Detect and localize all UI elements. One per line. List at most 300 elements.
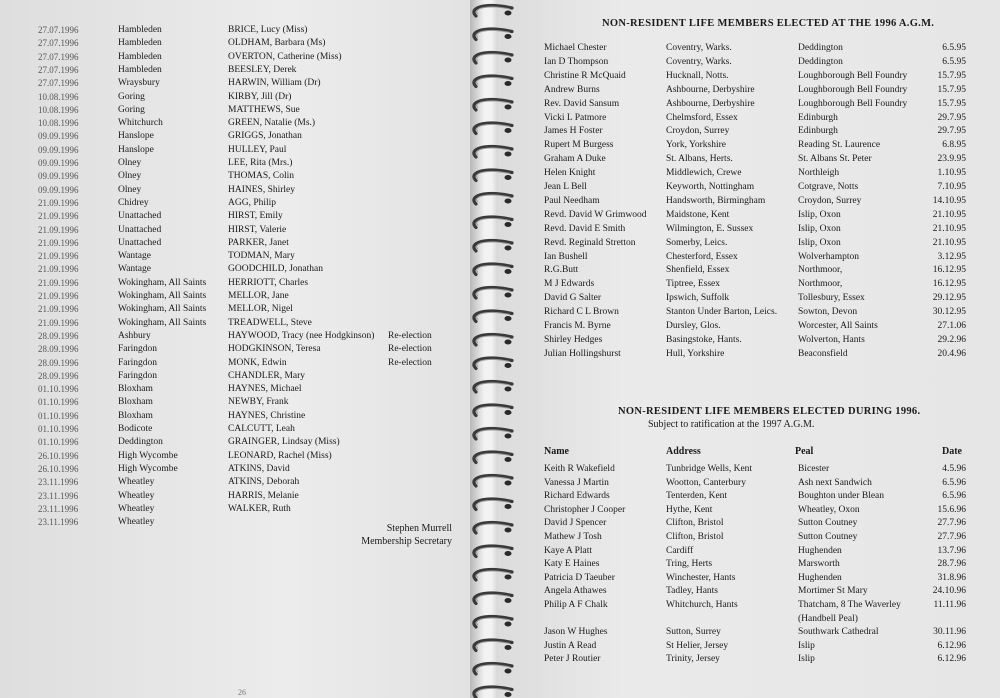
member-member-name: MELLOR, Nigel <box>228 304 293 315</box>
member-note: Re-election <box>388 357 432 368</box>
member-member-name: WALKER, Ruth <box>228 503 291 514</box>
spiral-binding-rings <box>462 0 522 698</box>
member-tower: Hambleden <box>118 25 162 35</box>
agm-member-name: Richard C L Brown <box>544 307 619 318</box>
member-note: Re-election <box>388 344 432 355</box>
agm-member-date: 30.12.95 <box>932 307 966 318</box>
punch-hole <box>505 481 512 486</box>
member-tower: Wheatley <box>118 517 155 528</box>
punch-hole <box>505 575 512 580</box>
member-date: 09.09.1996 <box>38 144 79 155</box>
new-member-date: 11.11.96 <box>933 600 966 610</box>
new-member-peal: Wheatley, Oxon <box>798 504 860 515</box>
member-tower: Faringdon <box>118 357 158 368</box>
member-tower: Goring <box>118 91 145 102</box>
new-member-name: Mathew J Tosh <box>544 532 602 542</box>
agm-member-date: 6.5.95 <box>942 43 966 53</box>
punch-hole <box>505 410 512 415</box>
new-member-peal: Bicester <box>798 464 830 474</box>
member-member-name: CALCUTT, Leah <box>228 424 295 434</box>
punch-hole <box>505 598 512 603</box>
member-tower: Hambleden <box>118 38 162 49</box>
agm-member-peal: Sowton, Devon <box>798 307 858 318</box>
member-date: 27.07.1996 <box>38 78 79 89</box>
member-tower: Hambleden <box>118 64 162 75</box>
new-member-peal: Hughenden <box>798 572 842 583</box>
member-member-name: HAYNES, Christine <box>228 410 306 421</box>
member-date: 21.09.1996 <box>38 291 79 301</box>
agm-member-peal: Islip, Oxon <box>798 209 841 220</box>
member-member-name: HAYWOOD, Tracy (nee Hodgkinson) <box>228 330 375 341</box>
agm-member-peal: Tollesbury, Essex <box>798 293 865 304</box>
member-member-name: OVERTON, Catherine (Miss) <box>228 51 342 62</box>
member-tower: Olney <box>118 171 142 182</box>
agm-member-peal: St. Albans St. Peter <box>798 154 872 165</box>
agm-member-date: 3.12.95 <box>937 251 966 262</box>
section2-title: NON-RESIDENT LIFE MEMBERS ELECTED DURING 1996. <box>618 406 921 417</box>
agm-member-peal: Loughborough Bell Foundry <box>798 98 908 109</box>
new-member-date: 31.8.96 <box>937 572 966 583</box>
new-member-address: Tring, Herts <box>666 559 713 570</box>
agm-member-date: 29.7.95 <box>937 126 966 137</box>
new-member-name: Philip A F Chalk <box>544 600 608 610</box>
agm-member-address: Basingstoke, Hants. <box>666 334 742 345</box>
agm-member-peal: Beaconsfield <box>798 348 848 359</box>
member-member-name: GRIGGS, Jonathan <box>228 131 302 142</box>
member-tower: Bloxham <box>118 384 153 395</box>
member-tower: Ashbury <box>118 330 151 341</box>
new-member-address: Wootton, Canterbury <box>666 477 746 488</box>
member-tower: Faringdon <box>118 370 158 381</box>
new-member-address: Clifton, Bristol <box>666 518 724 529</box>
punch-hole <box>505 81 512 86</box>
punch-hole <box>505 363 512 368</box>
new-member-date: 28.7.96 <box>937 559 966 570</box>
member-tower: Hanslope <box>118 131 154 142</box>
member-member-name: HIRST, Emily <box>228 211 283 222</box>
agm-member-peal: Deddington <box>798 43 843 53</box>
new-member-date: 24.10.96 <box>932 586 966 597</box>
member-date: 21.09.1996 <box>38 211 79 222</box>
member-date: 23.11.1996 <box>38 503 79 514</box>
new-member-address: Clifton, Bristol <box>666 532 724 542</box>
agm-member-peal: Deddington <box>798 56 843 67</box>
member-member-name: TODMAN, Mary <box>228 251 295 262</box>
agm-member-date: 29.12.95 <box>932 293 966 304</box>
new-member-address: Hythe, Kent <box>666 504 713 515</box>
punch-hole <box>505 340 512 345</box>
new-member-name: Jason W Hughes <box>544 627 608 638</box>
agm-member-address: Wilmington, E. Sussex <box>666 223 754 234</box>
member-date: 21.09.1996 <box>38 277 79 288</box>
punch-hole <box>505 128 512 133</box>
member-member-name: THOMAS, Colin <box>228 171 294 182</box>
new-member-date: 6.12.96 <box>937 640 966 651</box>
member-date: 09.09.1996 <box>38 171 79 182</box>
punch-hole <box>505 692 512 697</box>
new-member-name: Richard Edwards <box>544 491 610 502</box>
right-page <box>498 0 1000 698</box>
member-tower: Unattached <box>118 237 162 248</box>
new-member-date: 13.7.96 <box>937 545 966 556</box>
member-date: 23.11.1996 <box>38 517 79 528</box>
member-tower: Deddington <box>118 437 163 448</box>
agm-member-date: 15.7.95 <box>937 84 966 95</box>
agm-member-name: Rupert M Burgess <box>544 140 614 151</box>
punch-hole <box>505 11 512 16</box>
member-tower: Hambleden <box>118 51 162 62</box>
punch-hole <box>505 551 512 556</box>
agm-member-address: Keyworth, Nottingham <box>666 182 755 192</box>
member-member-name: GOODCHILD, Jonathan <box>228 264 323 275</box>
agm-member-date: 21.10.95 <box>932 223 966 234</box>
agm-member-name: Vicki L Patmore <box>544 112 607 123</box>
member-date: 01.10.1996 <box>38 397 79 408</box>
member-member-name: PARKER, Janet <box>228 237 289 248</box>
punch-hole <box>505 504 512 509</box>
section2-subtitle: Subject to ratification at the 1997 A.G.M. <box>648 419 815 430</box>
agm-member-name: Shirley Hedges <box>544 334 603 345</box>
member-member-name: ATKINS, David <box>228 463 290 474</box>
new-member-date: 27.7.96 <box>937 518 966 529</box>
section1-title: NON-RESIDENT LIFE MEMBERS ELECTED AT THE 1996 A.G.M. <box>602 18 935 29</box>
member-date: 01.10.1996 <box>38 437 79 448</box>
agm-member-date: 21.10.95 <box>932 237 966 248</box>
left-page <box>0 0 478 698</box>
member-date: 28.09.1996 <box>38 330 79 341</box>
member-member-name: MELLOR, Jane <box>228 291 289 301</box>
agm-member-peal: Northmoor, <box>798 265 843 276</box>
member-tower: Wraysbury <box>118 78 160 89</box>
agm-member-name: Andrew Burns <box>544 84 600 95</box>
header-peal: Peal <box>795 446 814 457</box>
member-date: 26.10.1996 <box>38 450 79 461</box>
agm-member-name: Helen Knight <box>544 168 596 179</box>
member-member-name: BEESLEY, Derek <box>228 64 297 75</box>
member-date: 23.11.1996 <box>38 477 79 488</box>
agm-member-address: Handsworth, Birmingham <box>666 195 766 206</box>
agm-member-date: 29.7.95 <box>937 112 966 123</box>
member-date: 10.08.1996 <box>38 104 79 115</box>
new-member-peal: Hughenden <box>798 545 842 556</box>
agm-member-date: 16.12.95 <box>932 265 966 276</box>
new-member-peal: Boughton under Blean <box>798 491 885 502</box>
agm-member-address: Chelmsford, Essex <box>666 112 738 123</box>
punch-hole <box>505 246 512 251</box>
new-member-address: Tadley, Hants <box>666 586 719 597</box>
agm-member-name: Michael Chester <box>544 43 607 53</box>
member-tower: Goring <box>118 104 145 115</box>
agm-member-peal: Cotgrave, Notts <box>798 182 859 192</box>
agm-member-peal: Islip, Oxon <box>798 237 841 248</box>
member-member-name: MATTHEWS, Sue <box>228 104 300 115</box>
agm-member-address: Tiptree, Essex <box>666 279 721 290</box>
new-member-date: 15.6.96 <box>937 504 966 515</box>
agm-member-name: Graham A Duke <box>544 154 606 165</box>
member-date: 28.09.1996 <box>38 370 79 381</box>
new-member-date: 6.5.96 <box>942 477 966 488</box>
agm-member-address: Shenfield, Essex <box>666 265 730 276</box>
agm-member-name: R.G.Butt <box>544 265 579 276</box>
header-name: Name <box>544 446 569 457</box>
agm-member-name: Paul Needham <box>544 195 600 206</box>
agm-member-address: Maidstone, Kent <box>666 209 730 220</box>
member-member-name: HERRIOTT, Charles <box>228 277 309 288</box>
member-tower: Wheatley <box>118 503 155 514</box>
agm-member-peal: Loughborough Bell Foundry <box>798 70 908 81</box>
member-tower: High Wycombe <box>118 463 178 474</box>
member-date: 01.10.1996 <box>38 384 79 395</box>
new-member-name: Keith R Wakefield <box>544 464 615 474</box>
agm-member-address: Stanton Under Barton, Leics. <box>666 307 778 318</box>
member-member-name: GREEN, Natalie (Ms.) <box>228 118 316 129</box>
agm-member-address: Coventry, Warks. <box>666 56 732 67</box>
new-member-name: Vanessa J Martin <box>544 477 609 488</box>
member-date: 01.10.1996 <box>38 424 79 434</box>
punch-hole <box>505 269 512 274</box>
punch-hole <box>505 528 512 533</box>
new-member-peal: Islip <box>798 654 815 665</box>
new-member-name: Patricia D Taeuber <box>544 572 615 583</box>
new-member-date: 6.5.96 <box>942 491 966 502</box>
member-member-name: HARWIN, William (Dr) <box>228 78 321 89</box>
member-member-name: HIRST, Valerie <box>228 224 287 235</box>
agm-member-address: Chesterford, Essex <box>666 251 738 262</box>
agm-member-date: 6.5.95 <box>942 56 966 67</box>
new-member-address: Whitchurch, Hants <box>666 600 738 610</box>
member-date: 21.09.1996 <box>38 197 79 208</box>
punch-hole <box>505 105 512 110</box>
agm-member-date: 15.7.95 <box>937 70 966 81</box>
agm-member-name: Ian D Thompson <box>544 56 609 67</box>
signature-role: Membership Secretary <box>361 536 452 547</box>
member-date: 01.10.1996 <box>38 410 79 421</box>
new-member-date: 6.12.96 <box>937 654 966 665</box>
agm-member-name: Revd. David W Grimwood <box>544 209 647 220</box>
agm-member-date: 6.8.95 <box>942 140 966 151</box>
member-date: 27.07.1996 <box>38 64 79 75</box>
new-member-name: Katy E Haines <box>544 559 600 570</box>
member-date: 09.09.1996 <box>38 131 79 142</box>
member-date: 27.07.1996 <box>38 38 79 49</box>
member-tower: Bloxham <box>118 410 153 421</box>
member-tower: Hanslope <box>118 144 154 155</box>
punch-hole <box>505 34 512 39</box>
new-member-peal: (Handbell Peal) <box>798 613 858 624</box>
agm-member-name: Ian Bushell <box>544 251 588 262</box>
agm-member-name: Revd. David E Smith <box>544 223 626 234</box>
member-tower: Unattached <box>118 211 162 222</box>
new-member-name: Justin A Read <box>544 640 597 651</box>
new-member-peal: Islip <box>798 640 815 651</box>
agm-member-peal: Croydon, Surrey <box>798 195 862 206</box>
agm-member-peal: Wolverton, Hants <box>798 334 865 345</box>
agm-member-name: M J Edwards <box>544 279 595 290</box>
punch-hole <box>505 457 512 462</box>
agm-member-name: Rev. David Sansum <box>544 98 620 109</box>
agm-member-peal: Edinburgh <box>798 126 838 137</box>
member-tower: Wokingham, All Saints <box>118 317 207 328</box>
member-date: 10.08.1996 <box>38 91 79 102</box>
new-member-address: Tunbridge Wells, Kent <box>666 464 753 474</box>
new-member-name: David J Spencer <box>544 518 607 529</box>
member-date: 28.09.1996 <box>38 357 79 368</box>
member-tower: Faringdon <box>118 344 158 355</box>
member-member-name: HODGKINSON, Teresa <box>228 344 321 355</box>
member-date: 21.09.1996 <box>38 317 79 328</box>
agm-member-address: Coventry, Warks. <box>666 43 732 53</box>
member-tower: Bloxham <box>118 397 153 408</box>
member-tower: Olney <box>118 184 142 195</box>
agm-member-address: Somerby, Leics. <box>666 237 728 248</box>
member-member-name: AGG, Philip <box>228 197 277 208</box>
agm-member-date: 16.12.95 <box>932 279 966 290</box>
member-date: 21.09.1996 <box>38 304 79 315</box>
agm-member-peal: Edinburgh <box>798 112 838 123</box>
member-member-name: HAINES, Shirley <box>228 184 296 195</box>
member-date: 21.09.1996 <box>38 224 79 235</box>
page-number: 26 <box>238 688 246 697</box>
new-member-name: Christopher J Cooper <box>544 504 626 515</box>
agm-member-name: James H Foster <box>544 126 603 137</box>
member-member-name: BRICE, Lucy (Miss) <box>228 25 308 35</box>
member-tower: Wokingham, All Saints <box>118 277 207 288</box>
agm-member-date: 14.10.95 <box>932 195 966 206</box>
agm-member-peal: Reading St. Laurence <box>798 140 881 151</box>
member-date: 28.09.1996 <box>38 344 79 355</box>
member-tower: Wokingham, All Saints <box>118 291 207 301</box>
member-tower: Wheatley <box>118 477 155 488</box>
punch-hole <box>505 645 512 650</box>
member-date: 26.10.1996 <box>38 463 79 474</box>
new-member-peal: Sutton Coutney <box>798 532 858 542</box>
punch-hole <box>505 58 512 63</box>
punch-hole <box>505 316 512 321</box>
new-member-name: Peter J Routier <box>544 654 601 665</box>
punch-hole <box>505 222 512 227</box>
new-member-address: Trinity, Jersey <box>666 654 720 665</box>
member-date: 21.09.1996 <box>38 237 79 248</box>
member-member-name: ATKINS, Deborah <box>228 477 300 488</box>
agm-member-date: 1.10.95 <box>937 168 966 179</box>
agm-member-peal: Northmoor, <box>798 279 843 290</box>
agm-member-name: Jean L Bell <box>544 182 587 192</box>
member-date: 09.09.1996 <box>38 158 79 168</box>
member-tower: Bodicote <box>118 424 153 434</box>
agm-member-address: Ashbourne, Derbyshire <box>666 98 755 109</box>
agm-member-date: 27.1.06 <box>937 321 966 331</box>
agm-member-address: Middlewich, Crewe <box>666 168 742 179</box>
member-member-name: NEWBY, Frank <box>228 397 289 408</box>
new-member-peal: Mortimer St Mary <box>798 586 868 597</box>
member-tower: High Wycombe <box>118 450 178 461</box>
header-date: Date <box>942 446 962 457</box>
agm-member-name: David G Salter <box>544 293 601 304</box>
punch-hole <box>505 152 512 157</box>
member-tower: Wantage <box>118 251 151 262</box>
new-member-peal: Thatcham, 8 The Waverley <box>798 600 901 610</box>
member-tower: Wheatley <box>118 490 155 501</box>
member-member-name: GRAINGER, Lindsay (Miss) <box>228 437 340 448</box>
agm-member-address: Hucknall, Notts. <box>666 70 729 81</box>
member-date: 10.08.1996 <box>38 118 79 129</box>
member-member-name: CHANDLER, Mary <box>228 370 306 381</box>
new-member-date: 30.11.96 <box>933 627 966 638</box>
agm-member-peal: Northleigh <box>798 168 840 179</box>
agm-member-name: Julian Hollingshurst <box>544 348 621 359</box>
agm-member-peal: Loughborough Bell Foundry <box>798 84 908 95</box>
signature-name: Stephen Murrell <box>386 523 452 534</box>
new-member-peal: Marsworth <box>798 559 840 570</box>
new-member-address: Tenterden, Kent <box>666 491 728 502</box>
member-date: 27.07.1996 <box>38 51 79 62</box>
member-tower: Whitchurch <box>118 118 163 129</box>
agm-member-date: 20.4.96 <box>937 348 966 359</box>
punch-hole <box>505 622 512 627</box>
agm-member-date: 29.2.96 <box>937 334 966 345</box>
member-member-name: TREADWELL, Steve <box>228 317 312 328</box>
agm-member-address: Croydon, Surrey <box>666 126 730 137</box>
new-member-address: Cardiff <box>666 545 694 556</box>
member-member-name: HULLEY, Paul <box>228 144 287 155</box>
member-date: 27.07.1996 <box>38 25 79 35</box>
new-member-address: St Helier, Jersey <box>666 640 729 651</box>
new-member-peal: Southwark Cathedral <box>798 627 879 638</box>
agm-member-address: Ipswich, Suffolk <box>666 293 730 304</box>
new-member-peal: Sutton Coutney <box>798 518 858 529</box>
agm-member-date: 23.9.95 <box>937 154 966 165</box>
punch-hole <box>505 669 512 674</box>
member-date: 23.11.1996 <box>38 490 79 501</box>
member-member-name: HAYNES, Michael <box>228 384 302 395</box>
member-tower: Wokingham, All Saints <box>118 304 207 315</box>
punch-hole <box>505 175 512 180</box>
punch-hole <box>505 387 512 392</box>
new-member-date: 4.5.96 <box>942 464 966 474</box>
member-member-name: KIRBY, Jill (Dr) <box>228 91 292 102</box>
agm-member-name: Christine R McQuaid <box>544 70 626 81</box>
member-note: Re-election <box>388 330 432 341</box>
agm-member-peal: Worcester, All Saints <box>798 321 878 331</box>
member-date: 21.09.1996 <box>38 264 79 275</box>
agm-member-name: Revd. Reginald Stretton <box>544 237 636 248</box>
member-tower: Chidrey <box>118 197 149 208</box>
member-date: 21.09.1996 <box>38 251 79 262</box>
punch-hole <box>505 293 512 298</box>
agm-member-peal: Wolverhampton <box>798 251 859 262</box>
agm-member-address: Ashbourne, Derbyshire <box>666 84 755 95</box>
agm-member-address: Dursley, Glos. <box>666 321 721 331</box>
new-member-date: 27.7.96 <box>937 532 966 542</box>
member-member-name: MONK, Edwin <box>228 357 287 368</box>
member-member-name: OLDHAM, Barbara (Ms) <box>228 38 326 49</box>
member-date: 09.09.1996 <box>38 184 79 195</box>
punch-hole <box>505 199 512 204</box>
agm-member-address: Hull, Yorkshire <box>666 348 725 359</box>
agm-member-date: 7.10.95 <box>937 182 966 192</box>
agm-member-date: 21.10.95 <box>932 209 966 220</box>
new-member-peal: Ash next Sandwich <box>798 477 872 488</box>
new-member-name: Kaye A Platt <box>544 545 593 556</box>
member-tower: Unattached <box>118 224 162 235</box>
agm-member-date: 15.7.95 <box>937 98 966 109</box>
member-member-name: LEONARD, Rachel (Miss) <box>228 450 332 461</box>
header-address: Address <box>666 446 701 457</box>
member-tower: Olney <box>118 158 142 168</box>
punch-hole <box>505 434 512 439</box>
agm-member-address: St. Albans, Herts. <box>666 154 733 165</box>
agm-member-name: Francis M. Byrne <box>544 321 611 331</box>
